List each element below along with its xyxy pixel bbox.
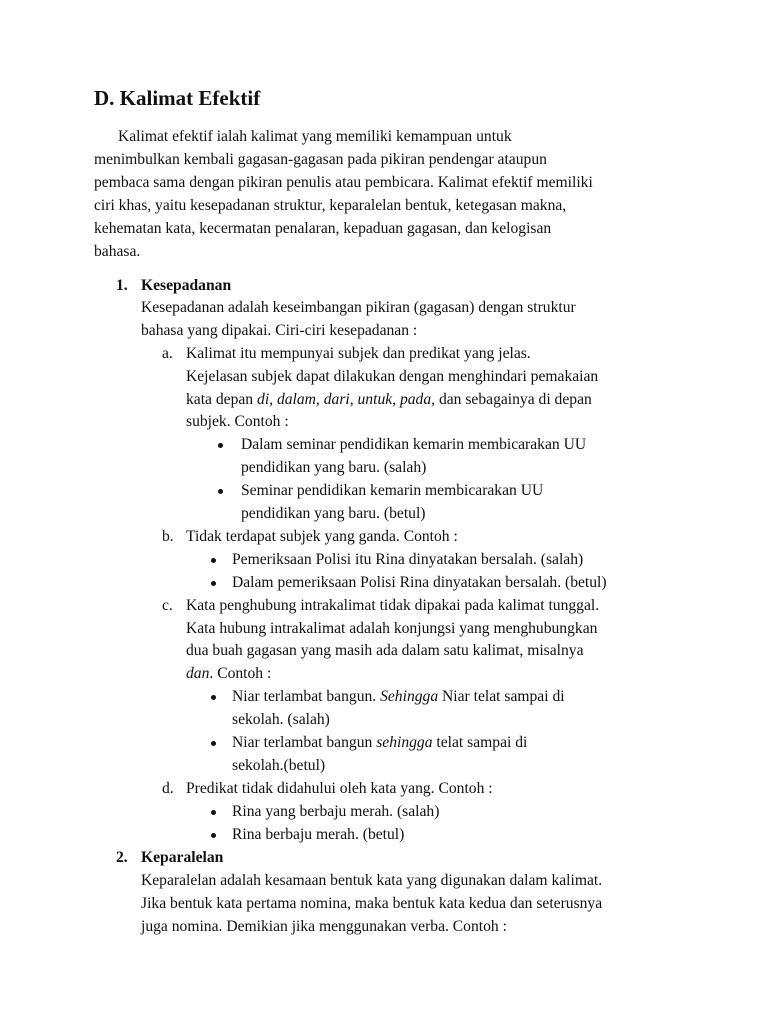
bullet-icon: [218, 443, 223, 448]
list-item-line: dua buah gagasan yang masih ada dalam satu kalimat, misalnya: [186, 642, 584, 659]
intro-line: Kalimat efektif ialah kalimat yang memiliki kemampuan untuk: [118, 128, 512, 145]
italic-text: Sehingga: [380, 688, 439, 705]
example-line: Pemeriksaan Polisi itu Rina dinyatakan bersalah. (salah): [232, 551, 584, 568]
italic-text: sehingga: [376, 734, 433, 751]
intro-line: kehematan kata, kecermatan penalaran, kepaduan gagasan, dan kelogisan: [94, 220, 552, 237]
section-body-line: juga nomina. Demikian jika menggunakan verba. Contoh :: [141, 918, 507, 935]
text-run: kata depan: [186, 391, 258, 408]
example-line: pendidikan yang baru. (salah): [241, 459, 427, 476]
text-run: Niar telat sampai di: [438, 688, 565, 705]
section-heading: Kesepadanan: [141, 277, 232, 294]
section-body-line: Kesepadanan adalah keseimbangan pikiran (gagasan) dengan struktur: [141, 299, 576, 316]
list-item-line: Kata penghubung intrakalimat tidak dipakai pada kalimat tunggal.: [186, 597, 600, 614]
example-line: pendidikan yang baru. (betul): [241, 505, 426, 522]
section-body-line: Jika bentuk kata pertama nomina, maka bentuk kata kedua dan seterusnya: [141, 895, 603, 912]
example-line: sekolah. (salah): [232, 711, 330, 728]
bullet-icon: [211, 741, 216, 746]
example-line: sekolah.(betul): [232, 757, 326, 774]
intro-line: pembaca sama dengan pikiran penulis atau pembicara. Kalimat efektif memiliki: [94, 174, 593, 191]
list-item-label: b.: [162, 528, 174, 545]
text-run: . Contoh :: [209, 665, 272, 682]
section-body-line: bahasa yang dipakai. Ciri-ciri kesepadanan :: [141, 322, 418, 339]
list-item-line: subjek. Contoh :: [186, 413, 289, 430]
bullet-icon: [211, 558, 216, 563]
example-line: [232, 686, 565, 708]
list-item-line: Kata hubung intrakalimat adalah konjungsi yang menghubungkan: [186, 620, 598, 637]
italic-text: dan: [186, 665, 210, 682]
intro-line: menimbulkan kembali gagasan-gagasan pada pikiran pendengar ataupun: [94, 151, 547, 168]
text-run: Niar terlambat bangun.: [232, 688, 381, 705]
section-body-line: Keparalelan adalah kesamaan bentuk kata yang digunakan dalam kalimat.: [141, 872, 603, 889]
text-run: Niar terlambat bangun: [232, 734, 377, 751]
list-item-line: Kejelasan subjek dapat dilakukan dengan menghindari pemakaian: [186, 368, 599, 385]
example-line: [232, 732, 527, 754]
section-number: 2.: [116, 849, 128, 866]
bullet-icon: [211, 810, 216, 815]
list-item-line: [186, 389, 592, 411]
list-item-line: Tidak terdapat subjek yang ganda. Contoh :: [186, 528, 458, 545]
list-item-label: a.: [162, 345, 173, 362]
bullet-icon: [218, 489, 223, 494]
example-line: Rina berbaju merah. (betul): [232, 826, 405, 843]
list-item-line: Kalimat itu mempunyai subjek dan predikat yang jelas.: [186, 345, 531, 362]
example-line: Dalam pemeriksaan Polisi Rina dinyatakan bersalah. (betul): [232, 574, 607, 591]
section-heading: Keparalelan: [141, 849, 224, 866]
intro-line: ciri khas, yaitu kesepadanan struktur, keparalelan bentuk, ketegasan makna,: [94, 197, 567, 214]
list-item-label: c.: [162, 597, 173, 614]
text-run: telat sampai di: [432, 734, 528, 751]
section-number: 1.: [116, 277, 128, 294]
list-item-label: d.: [162, 780, 174, 797]
example-line: Dalam seminar pendidikan kemarin membicarakan UU: [241, 436, 587, 453]
example-line: Rina yang berbaju merah. (salah): [232, 803, 440, 820]
bullet-icon: [211, 581, 216, 586]
page-title: D. Kalimat Efektif: [94, 86, 261, 110]
intro-line: bahasa.: [94, 243, 141, 260]
text-run: dan sebagainya di depan: [435, 391, 592, 408]
list-item-line: Predikat tidak didahului oleh kata yang. Contoh :: [186, 780, 493, 797]
bullet-icon: [211, 695, 216, 700]
example-line: Seminar pendidikan kemarin membicarakan UU: [241, 482, 544, 499]
italic-text: di, dalam, dari, untuk, pada,: [257, 391, 436, 408]
bullet-icon: [211, 833, 216, 838]
list-item-line: [186, 663, 271, 685]
